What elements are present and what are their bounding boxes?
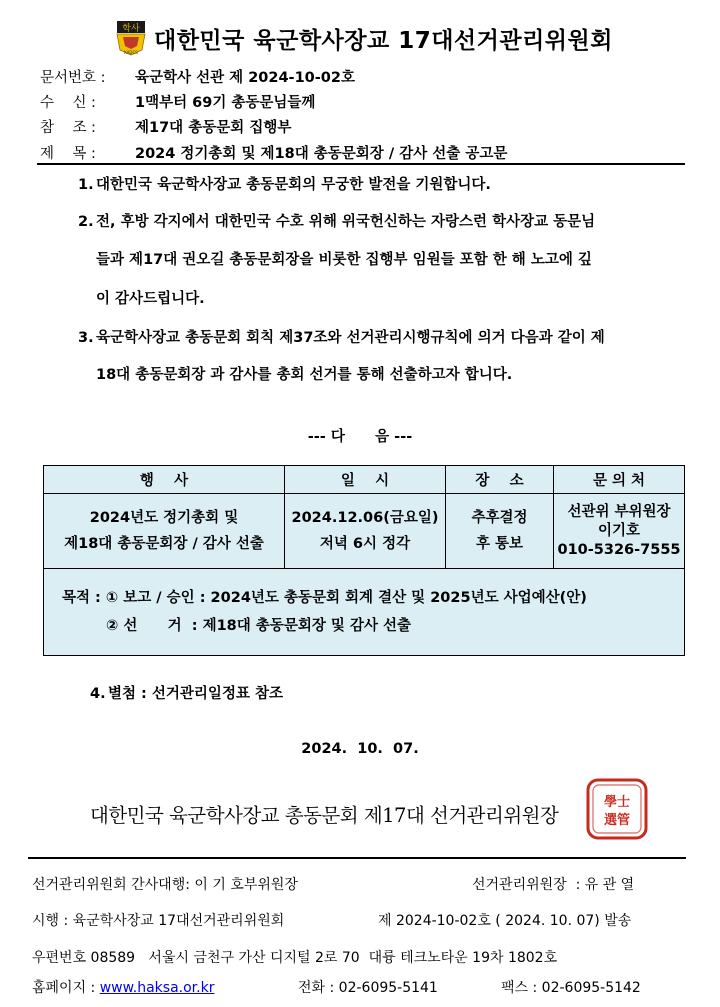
paragraph-1-number: 1.: [78, 177, 94, 193]
event-line-1: 2024년도 정기총회 및: [89, 510, 239, 526]
footer-homepage: [32, 977, 214, 997]
table-header-row: [44, 466, 685, 494]
document-title-row: [0, 18, 720, 58]
doc-number-value: 육군학사 선관 제 2024-10-02호: [135, 70, 355, 86]
paragraph-2-number: 2.: [78, 214, 94, 230]
footer-address: 우편번호 08589 서울시 금천구 가산 디지털 2로 70 대륭 테크노타운 19차 1802호: [32, 950, 558, 966]
contact-line-1: 선관위 부위원장: [567, 503, 671, 520]
footer-chair: 선거관리위원장 : 유 관 열: [472, 877, 635, 893]
paragraph-2-line-2: 들과 제17대 권오길 총동문회장을 비롯한 집행부 임원들 포함 한 해 노고에 깊: [96, 252, 592, 268]
header-contact: 문 의 처: [554, 466, 685, 494]
reference-line: [40, 116, 640, 137]
purpose-row: [44, 569, 685, 656]
next-heading: --- 다 음 ---: [307, 429, 413, 445]
reference-label: 참 조 :: [40, 120, 96, 136]
official-seal-icon: [584, 776, 650, 842]
homepage-link[interactable]: www.haksa.or.kr: [99, 980, 215, 996]
purpose-cell: [44, 569, 685, 656]
footer-divider: [28, 857, 686, 859]
svg-text:選管: 選管: [603, 813, 631, 828]
subject-line: [40, 142, 640, 163]
place-line-1: 추후결정: [471, 510, 528, 526]
contact-cell: [554, 494, 685, 569]
homepage-label: 홈페이지 :: [32, 980, 100, 996]
attachment-line: [90, 682, 283, 703]
paragraph-3-line-1: 육군학사장교 총동문회 회칙 제37조와 선거관리시행규칙에 의거 다음과 같이 제: [96, 330, 605, 346]
event-line-2: 제18대 총동문회장 / 감사 선출: [64, 536, 264, 552]
footer-secretary: 선거관리위원회 간사대행: 이 기 호부위원장: [32, 877, 298, 893]
subject-label: 제 목 :: [40, 146, 96, 162]
doc-number-line: [40, 66, 640, 87]
schedule-table: [43, 465, 685, 656]
signature-org: 대한민국 육군학사장교 총동문회 제17대 선거관리위원장: [90, 804, 559, 827]
page-title: 대한민국 육군학사장교 17대선거관리위원회: [154, 28, 613, 54]
header-datetime: 일 시: [285, 466, 446, 494]
subject-value: 2024 정기총회 및 제18대 총동문회장 / 감사 선출 공고문: [135, 146, 508, 162]
paragraph-1-text: 대한민국 육군학사장교 총동문회의 무궁한 발전을 기원합니다.: [96, 177, 491, 193]
paragraph-2-line-3: 이 감사드립니다.: [96, 291, 205, 307]
academy-emblem-icon: [114, 20, 148, 56]
doc-number-label: 문서번호 :: [40, 70, 106, 86]
paragraph-3-line-2: 18대 총동문회장 과 감사를 총회 선거를 통해 선출하고자 합니다.: [96, 367, 513, 383]
paragraph-1: [78, 173, 491, 194]
svg-text:學士: 學士: [603, 795, 631, 810]
recipient-line: [40, 91, 640, 112]
paragraph-3: [78, 326, 605, 347]
date-line-1: 2024.12.06(금요일): [291, 510, 439, 526]
footer-issuer: 시행 : 육군학사장교 17대선거관리위원회: [32, 913, 285, 929]
contact-line-2: 이기호: [597, 522, 641, 539]
datetime-cell: [285, 494, 446, 569]
footer-phone: 전화 : 02-6095-5141: [298, 980, 438, 996]
place-line-2: 후 통보: [475, 536, 524, 552]
purpose-line-1: 목적 : ① 보고 / 승인 : 2024년도 총동문회 회계 결산 및 2025년도 사업예산(안): [62, 590, 587, 606]
header-event: 행 사: [44, 466, 285, 494]
issue-date: 2024. 10. 07.: [301, 741, 419, 757]
emblem-subtext: KADCS: [124, 50, 138, 55]
contact-phone: 010-5326-7555: [557, 541, 681, 558]
attachment-number: 4.: [90, 686, 106, 702]
recipient-value: 1맥부터 69기 총동문님들께: [135, 95, 316, 111]
date-line-2: 저녁 6시 정각: [319, 536, 411, 552]
place-cell: [446, 494, 554, 569]
footer-doc-number: 제 2024-10-02호 ( 2024. 10. 07) 발송: [378, 913, 632, 929]
header-divider: [37, 163, 685, 165]
recipient-label: 수 신 :: [40, 95, 96, 111]
event-cell: [44, 494, 285, 569]
attachment-text: 별첨 : 선거관리일정표 참조: [108, 686, 284, 702]
purpose-line-2: ② 선 거 : 제18대 총동문회장 및 감사 선출: [106, 618, 412, 634]
paragraph-2: [78, 210, 595, 231]
paragraph-2-line-1: 전, 후방 각지에서 대한민국 수호 위해 위국헌신하는 자랑스런 학사장교 동문님: [96, 214, 596, 230]
header-place: 장 소: [446, 466, 554, 494]
reference-value: 제17대 총동문회 집행부: [135, 120, 292, 136]
paragraph-3-number: 3.: [78, 330, 94, 346]
footer-fax: 팩스 : 02-6095-5142: [501, 980, 641, 996]
table-row: [44, 494, 685, 569]
emblem-text: 학사: [122, 24, 140, 34]
